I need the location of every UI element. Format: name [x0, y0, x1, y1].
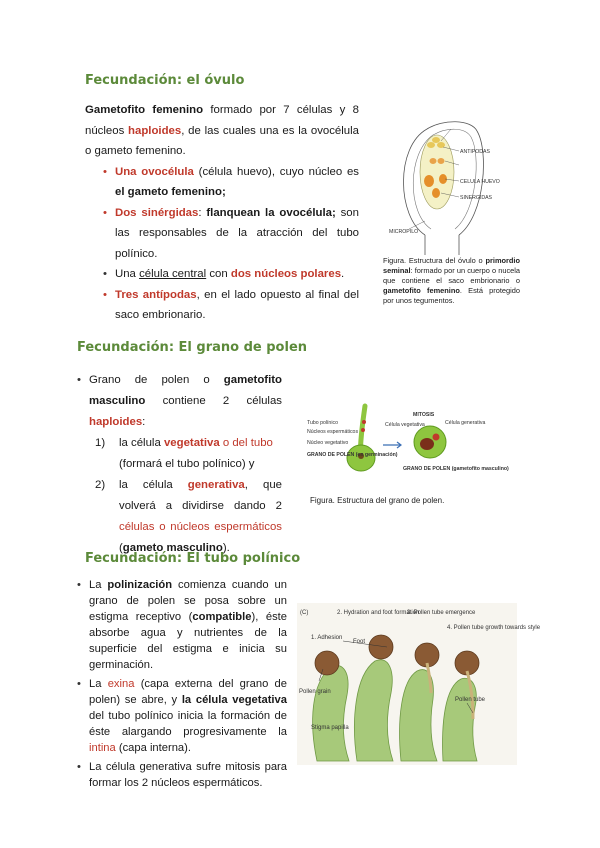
- list-item: • La polinización comienza cuando un grano de polen se posa sobre un estigma receptivo (compatible), éste absorbe agua y nutrientes de la superficie del estigma e inicia su germinación.: [77, 577, 287, 673]
- list-item: • La exina (capa externa del grano de polen) se abre, y la célula vegetativa del tubo polínico inicia la formación de éste alargando progresivamente la intina (capa interna).: [77, 676, 287, 756]
- section1-heading: Fecundación: el óvulo: [85, 73, 245, 88]
- section2-items: [95, 433, 282, 559]
- figure-label: CELULA HUEVO: [460, 179, 500, 185]
- pollen-tube-figure: [297, 603, 541, 765]
- figure-label: 2. Hydration and foot formation: [337, 610, 420, 616]
- figure-label: GRANO DE POLEN (en germinación): [307, 452, 398, 458]
- list-item: • Una ovocélula (célula huevo), cuyo núcleo es el gameto femenino;: [103, 162, 359, 203]
- figure-label: Stigma papilla: [311, 725, 349, 731]
- figure-label: 1. Adhesion: [311, 635, 343, 641]
- section1-bullets: [103, 162, 359, 326]
- list-item: • La célula generativa sufre mitosis para formar los 2 núcleos espermáticos.: [77, 759, 287, 791]
- section2-heading: Fecundación: El grano de polen: [77, 340, 308, 355]
- figure-label: Célula generativa: [445, 420, 486, 426]
- list-item: • Una célula central con dos núcleos polares.: [103, 264, 359, 285]
- figure-label: Tubo polínico: [307, 420, 338, 426]
- embryo-sac: [420, 135, 454, 209]
- section2-text: [77, 370, 282, 559]
- figure-label: MITOSIS: [413, 412, 435, 418]
- figure-label: MICROPILO: [389, 229, 419, 235]
- figure-label: Pollen grain: [299, 689, 331, 695]
- figure-label: 3. Pollen tube emergence: [407, 610, 476, 616]
- pollen-figure: [305, 400, 509, 480]
- section1-text: [85, 100, 359, 326]
- list-item: 2) la célula generativa, que volverá a dividirse dando 2 células o núcleos espermáticos (gameto masculino).: [95, 479, 282, 554]
- list-item: • Grano de polen o gametofito masculino contiene 2 células haploides:: [77, 370, 282, 433]
- figure-label: Pollen tube: [455, 697, 486, 703]
- figure-label: GRANO DE POLEN (gametofito masculino): [403, 466, 509, 472]
- figure-label: 4. Pollen tube growth towards style: [447, 625, 541, 631]
- figure-label: Núcleo vegetativo: [307, 440, 349, 446]
- figure-label: SINERGIDAS: [460, 195, 492, 201]
- list-item: • Dos sinérgidas: flanquean la ovocélula; son las responsables de la atracción del tubo polínico.: [103, 203, 359, 265]
- figure-label: Foot: [353, 639, 366, 645]
- ovule-figure: [385, 117, 525, 255]
- figure-label: Núcleos espermáticos: [307, 429, 359, 435]
- figure-label: (C): [300, 610, 309, 616]
- ovule-caption: Figura. Estructura del óvulo o primordio seminal: formado por un cuerpo o nucela que contiene el saco embrionario o gametofito femenino. Está protegido por unos tegumentos.: [383, 256, 520, 305]
- section1-intro: Gametofito femenino formado por 7 células y 8 núcleos haploides, de las cuales una es la ovocélula o gameto femenino.: [85, 104, 359, 157]
- section3-text: [77, 577, 287, 791]
- section3-heading: Fecundación: El tubo polínico: [85, 551, 301, 566]
- pollen-caption: Figura. Estructura del grano de polen.: [310, 496, 445, 505]
- list-item: • Tres antípodas, en el lado opuesto al final del saco embrionario.: [103, 285, 359, 326]
- list-item: 1) la célula vegetativa o del tubo (formará el tubo polínico) y: [95, 437, 273, 470]
- figure-label: ANTIPODAS: [460, 149, 490, 155]
- figure-label: Célula vegetativa: [385, 422, 425, 428]
